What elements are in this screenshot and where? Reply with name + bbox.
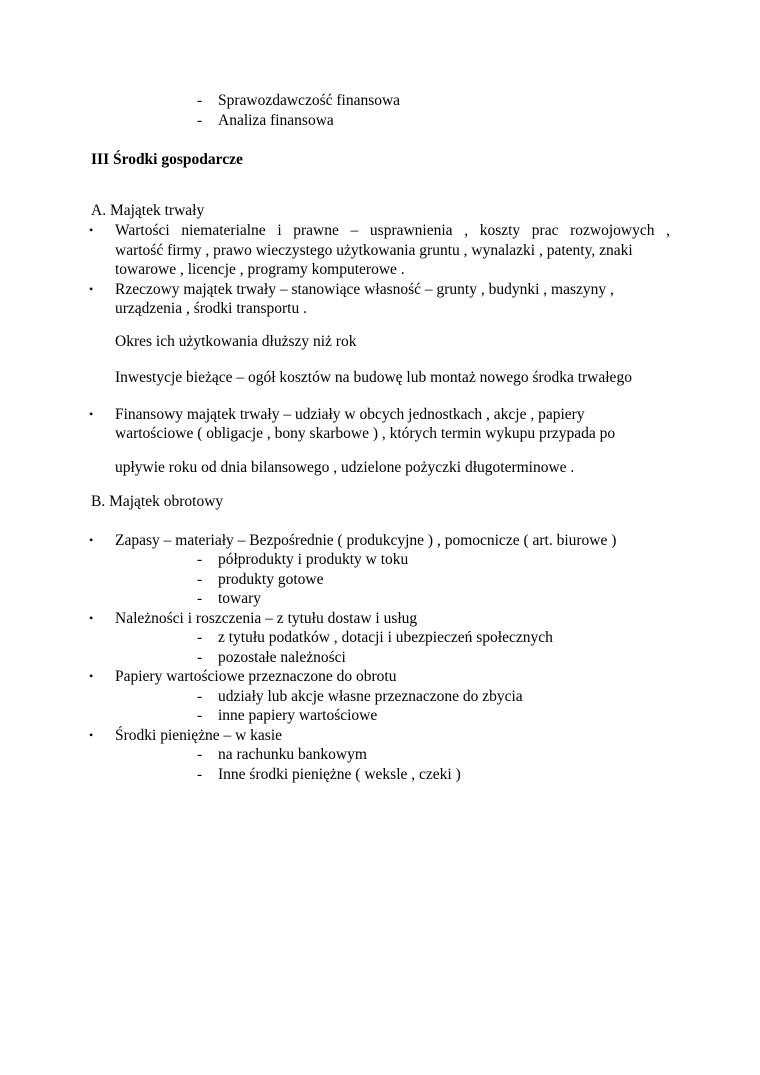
bullet-marker: • bbox=[89, 407, 94, 421]
section-heading: III Środki gospodarcze bbox=[91, 151, 243, 168]
bullet-text: Należności i roszczenia – z tytułu dostaw i usług bbox=[115, 610, 418, 627]
subsection-title-b: B. Majątek obrotowy bbox=[91, 493, 224, 510]
list-item-text: towary bbox=[218, 590, 262, 607]
list-item-text: udziały lub akcje własne przeznaczone do zbycia bbox=[218, 688, 523, 705]
bullet-text: Zapasy – materiały – Bezpośrednie ( produkcyjne ) , pomocnicze ( art. biurowe ) bbox=[115, 532, 617, 549]
bullet-marker: • bbox=[89, 728, 94, 742]
dash-marker: - bbox=[197, 92, 203, 109]
list-item-text: inne papiery wartościowe bbox=[218, 707, 378, 724]
bullet-text: wartość firmy , prawo wieczystego użytkowania gruntu , wynalazki , patenty, znaki bbox=[115, 242, 633, 259]
bullet-text: upływie roku od dnia bilansowego , udzielone pożyczki długoterminowe . bbox=[115, 459, 575, 476]
bullet-text: Rzeczowy majątek trwały – stanowiące własność – grunty , budynki , maszyny , bbox=[115, 281, 614, 298]
bullet-text: wartościowe ( obligacje , bony skarbowe ) , których termin wykupu przypada po bbox=[115, 425, 616, 442]
list-item-text: produkty gotowe bbox=[218, 571, 324, 588]
list-item-text: z tytułu podatków , dotacji i ubezpieczeń społecznych bbox=[218, 629, 553, 646]
bullet-marker: • bbox=[89, 282, 94, 296]
paragraph-text: Okres ich użytkowania dłuższy niż rok bbox=[115, 333, 357, 350]
dash-marker: - bbox=[197, 707, 203, 724]
list-item-text: Inne środki pieniężne ( weksle , czeki ) bbox=[218, 766, 461, 783]
bullet-text: towarowe , licencje , programy komputerowe . bbox=[115, 261, 405, 278]
dash-marker: - bbox=[197, 112, 203, 129]
bullet-text: Papiery wartościowe przeznaczone do obrotu bbox=[115, 668, 397, 685]
dash-marker: - bbox=[197, 746, 203, 763]
list-item-text: półprodukty i produkty w toku bbox=[218, 551, 409, 568]
bullet-marker: • bbox=[89, 223, 94, 237]
dash-marker: - bbox=[197, 571, 203, 588]
list-item-text: pozostałe należności bbox=[218, 649, 346, 666]
dash-marker: - bbox=[197, 688, 203, 705]
bullet-text: Środki pieniężne – w kasie bbox=[115, 727, 283, 744]
paragraph-text: Inwestycje bieżące – ogół kosztów na budowę lub montaż nowego środka trwałego bbox=[115, 369, 632, 386]
bullet-marker: • bbox=[89, 533, 94, 547]
dash-marker: - bbox=[197, 766, 203, 783]
dash-marker: - bbox=[197, 629, 203, 646]
subsection-title-a: A. Majątek trwały bbox=[91, 202, 205, 219]
bullet-marker: • bbox=[89, 669, 94, 683]
bullet-marker: • bbox=[89, 611, 94, 625]
list-item-text: na rachunku bankowym bbox=[218, 746, 367, 763]
list-item-text: Sprawozdawczość finansowa bbox=[218, 92, 401, 109]
dash-marker: - bbox=[197, 590, 203, 607]
dash-marker: - bbox=[197, 649, 203, 666]
list-item-text: Analiza finansowa bbox=[218, 112, 334, 129]
bullet-text: urządzenia , środki transportu . bbox=[115, 300, 307, 317]
bullet-text: Wartości niematerialne i prawne – usprawnienia , koszty prac rozwojowych , bbox=[115, 222, 670, 239]
dash-marker: - bbox=[197, 551, 203, 568]
bullet-text: Finansowy majątek trwały – udziały w obcych jednostkach , akcje , papiery bbox=[115, 406, 585, 423]
